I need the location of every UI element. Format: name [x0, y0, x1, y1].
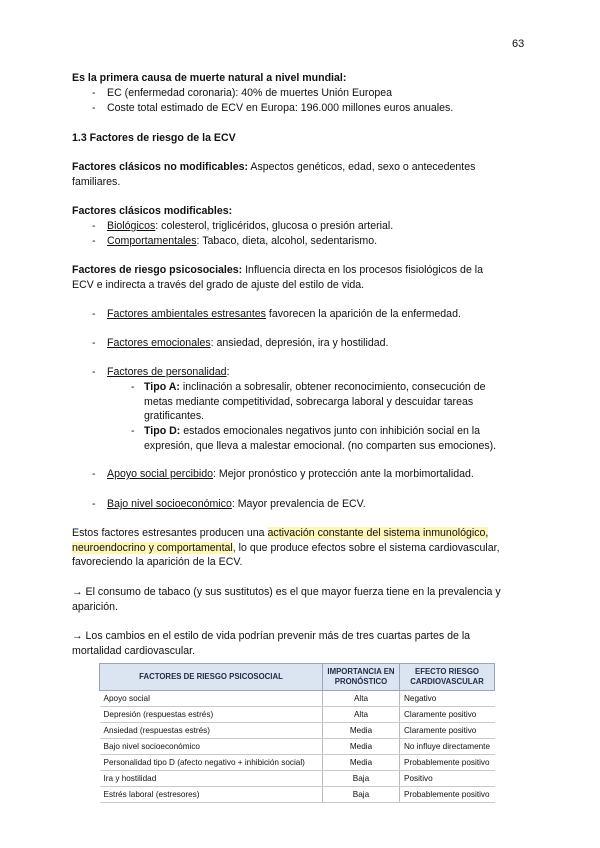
cell-factor: Ansiedad (respuestas estrés) [100, 723, 323, 739]
highlight-text: activación constante del sistema inmunológico, [267, 527, 489, 539]
bullet-dash: - [92, 308, 96, 320]
cell-factor: Depresión (respuestas estrés) [100, 707, 323, 723]
tipo-a-text: inclinación a sobresalir, obtener reconocimiento, consecución de [179, 381, 486, 393]
table-row [100, 707, 495, 723]
cell-factor: Ira y hostilidad [100, 771, 323, 787]
cell-factor: Estrés laboral (estresores) [100, 787, 323, 803]
cell-factor: Bajo nivel socioeconómico [100, 739, 323, 755]
tipo-d-item [144, 424, 524, 453]
item-term: Apoyo social percibido [107, 468, 213, 480]
bullet-dash: - [92, 468, 96, 480]
tipo-d-label: Tipo D: [144, 425, 181, 437]
cell-efecto: Claramente positivo [400, 723, 495, 739]
tipo-a-item [144, 380, 524, 424]
table-row [100, 755, 495, 771]
bullet-dash: - [92, 220, 96, 232]
sub-bullet-dash: - [131, 425, 135, 437]
cell-importancia: Alta [323, 691, 400, 707]
item-term: Comportamentales [107, 235, 197, 247]
bullet-dash: - [92, 235, 96, 247]
item-text: favorecen la aparición de la enfermedad. [265, 308, 461, 320]
item-term: Factores emocionales [107, 337, 211, 349]
item-term: Bajo nivel socioeconómico [107, 498, 232, 510]
modificables-label: Factores clásicos modificables: [72, 205, 233, 217]
list-item-ambientales [107, 307, 461, 322]
para3-text: → Los cambios en el estilo de vida podrían prevenir más de tres cuartas partes de la [72, 630, 471, 642]
item-term: Biológicos [107, 220, 156, 232]
tipo-a-label: Tipo A: [144, 381, 180, 393]
psicosociales-label: Factores de riesgo psicosociales: [72, 264, 243, 276]
list-item-personalidad [107, 365, 230, 380]
modificables-item [107, 234, 377, 249]
tipo-d-text: estados emocionales negativos junto con inhibición social en la [180, 425, 481, 437]
table-row [100, 771, 495, 787]
item-text: : colesterol, triglicéridos, glucosa o presión arterial. [155, 220, 394, 232]
item-text: : ansiedad, depresión, ira y hostilidad. [210, 337, 389, 349]
psicosociales-text: Influencia directa en los procesos fisiológicos de la [242, 264, 484, 276]
para1-text: favoreciendo la aparición de la ECV. [72, 556, 243, 569]
tipo-a-text: gratificantes. [144, 410, 205, 423]
cell-importancia: Baja [323, 771, 400, 787]
paragraph-tabaco [72, 585, 542, 614]
item-term: Factores de personalidad [107, 366, 227, 378]
cell-efecto: No influye directamente [400, 739, 495, 755]
paragraph-estilo-vida [72, 629, 542, 658]
cell-efecto: Probablemente positivo [400, 787, 495, 803]
bullet-dash: - [92, 498, 96, 510]
psicosociales-text2: ECV e indirecta a través del grado de ajuste del estilo de vida. [72, 278, 365, 291]
table-header-row [100, 664, 495, 691]
item-text: : Mejor pronóstico y protección ante la morbimortalidad. [213, 468, 474, 480]
list-item-bajo [107, 497, 366, 512]
item-text: : [226, 366, 230, 378]
no-modificables-label: Factores clásicos no modificables: [72, 161, 249, 173]
risk-factors-table [99, 663, 495, 803]
cell-importancia: Alta [323, 707, 400, 723]
table-row [100, 723, 495, 739]
section-title: 1.3 Factores de riesgo de la ECV [72, 132, 236, 144]
list-item-emocionales [107, 336, 389, 351]
cell-importancia: Media [323, 723, 400, 739]
cell-efecto: Claramente positivo [400, 707, 495, 723]
psicosociales-paragraph [72, 263, 534, 292]
header-importancia: IMPORTANCIA EN PRONÓSTICO [323, 664, 400, 691]
highlight-text: neuroendocrino y comportamental [72, 541, 233, 554]
no-modificables-paragraph [72, 160, 534, 189]
header-efecto: EFECTO RIESGO CARDIOVASCULAR [400, 664, 495, 691]
cell-efecto: Positivo [400, 771, 495, 787]
bullet-dash: - [92, 87, 96, 99]
cell-importancia: Media [323, 755, 400, 771]
item-term: Factores ambientales estresantes [107, 308, 266, 320]
cell-importancia: Media [323, 739, 400, 755]
sub-bullet-dash: - [131, 381, 135, 393]
modificables-item [107, 219, 393, 234]
table-row [100, 787, 495, 803]
intro-heading: Es la primera causa de muerte natural a nivel mundial: [72, 72, 347, 84]
intro-bullet: EC (enfermedad coronaria): 40% de muertes Unión Europea [107, 87, 393, 99]
cell-efecto: Probablemente positivo [400, 755, 495, 771]
bullet-dash: - [92, 102, 96, 114]
header-factores: FACTORES DE RIESGO PSICOSOCIAL [100, 664, 323, 691]
cell-factor: Apoyo social [100, 691, 323, 707]
paragraph-estresantes [72, 526, 542, 570]
item-text: : Tabaco, dieta, alcohol, sedentarismo. [196, 235, 378, 247]
no-modificables-text: Aspectos genéticos, edad, sexo o antecedentes [248, 161, 476, 173]
tipo-d-text: expresión, que lleva a malestar emocional. (no comparten sus emociones). [144, 439, 497, 452]
list-item-apoyo [107, 467, 474, 482]
para2-text: aparición. [72, 600, 118, 613]
item-text: : Mayor prevalencia de ECV. [231, 498, 366, 510]
cell-efecto: Negativo [400, 691, 495, 707]
page-number: 63 [512, 38, 525, 50]
table-row [100, 739, 495, 755]
para1-text: , lo que produce efectos sobre el sistema cardiovascular, [232, 541, 500, 554]
no-modificables-text2: familiares. [72, 175, 121, 188]
cell-importancia: Baja [323, 787, 400, 803]
para3-text: mortalidad cardiovascular. [72, 644, 196, 657]
cell-factor: Personalidad tipo D (afecto negativo + inhibición social) [100, 755, 323, 771]
intro-bullet: Coste total estimado de ECV en Europa: 196.000 millones euros anuales. [107, 102, 454, 114]
para2-text: → El consumo de tabaco (y sus sustitutos) es el que mayor fuerza tiene en la prevalencia y [72, 586, 501, 598]
tipo-a-text: metas mediante competitividad, sobrecarga laboral y descuidar tareas [144, 395, 474, 408]
para1-text: Estos factores estresantes producen una [72, 527, 268, 539]
bullet-dash: - [92, 337, 96, 349]
table-row [100, 691, 495, 707]
bullet-dash: - [92, 366, 96, 378]
